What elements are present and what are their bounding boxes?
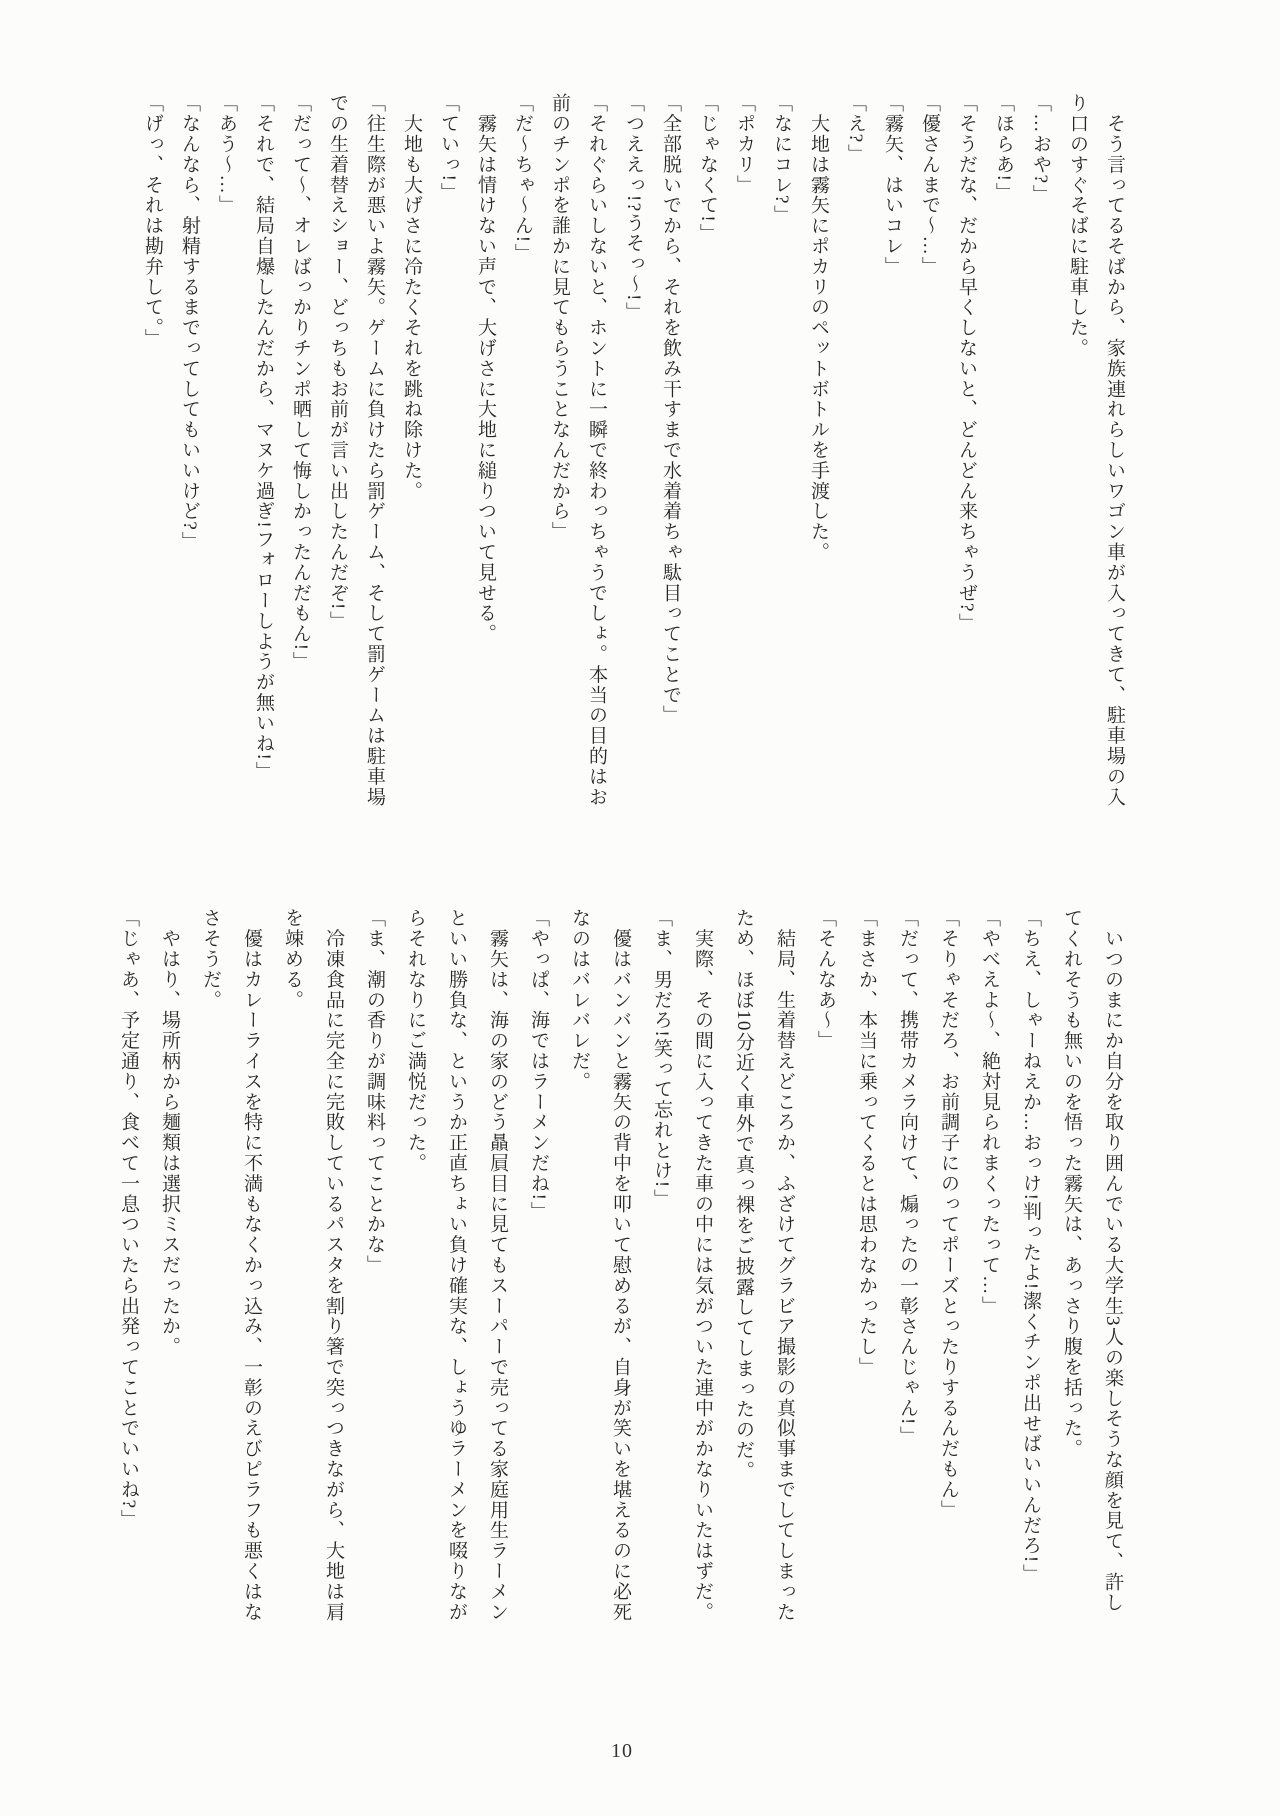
- text-line: 大地も大げさに冷たくそれを跳ね除けた。: [401, 93, 422, 501]
- text-block-top: [134, 93, 1133, 813]
- text-line: 霧矢は情けない声で、大げさに大地に縋りついて見せる。: [475, 93, 496, 644]
- text-line: を竦める。: [282, 908, 303, 1010]
- text-line: 「ていっ!」: [438, 93, 459, 203]
- text-line: 「じゃあ、予定通り、食べて一息ついたら出発ってことでいいね?」: [118, 908, 139, 1530]
- text-line: 「ま、潮の香りが調味料ってことかな」: [364, 908, 385, 1276]
- text-line: いつのまにか自分を取り囲んでいる大学生3人の楽しそうな顔を見て、許し: [1102, 908, 1123, 1613]
- text-line: 「ま、男だろ!笑って忘れとけ!」: [651, 908, 672, 1210]
- text-line: 「優さんまで〜…」: [919, 93, 940, 277]
- text-line: 「なにコレ?」: [771, 93, 792, 226]
- text-line: 「だって〜、オレばっかりチンポ晒して悔しかったんだもん!」: [290, 93, 311, 672]
- text-line: 「そうだな、だから早くしないと、どんどん来ちゃうぜ?」: [956, 93, 977, 634]
- text-line: なのはバレバレだ。: [569, 908, 590, 1092]
- text-line: 「じゃなくて!」: [697, 93, 718, 244]
- text-line: り口のすぐそばに駐車した。: [1067, 93, 1088, 359]
- text-line: 「ちえ、しゃーねえか…おっけ!判ったよ!潔くチンポ出せばいいんだろ!」: [1020, 908, 1041, 1584]
- text-block-bottom: [108, 908, 1133, 1630]
- text-line: そう言ってるそばから、家族連れらしいワゴン車が入ってきて、駐車場の入: [1104, 93, 1125, 807]
- text-line: 優はカレーライスを特に不満もなくかっ込み、一彰のえびピラフも悪くはな: [241, 908, 262, 1622]
- text-line: やはり、場所柄から麺類は選択ミスだったか。: [159, 908, 180, 1357]
- text-line: 霧矢は、海の家のどう贔屓目に見てもスーパーで売ってる家庭用生ラーメン: [487, 908, 508, 1622]
- text-line: 「ほらあ!」: [993, 93, 1014, 203]
- text-line: での生着替えショー、どっちもお前が言い出したんだぞ!」: [327, 93, 348, 632]
- text-line: 「なんなら、射精するまでってしてもいいけど?」: [179, 93, 200, 552]
- text-line: 結局、生着替えどころか、ふざけてグラビア撮影の真似事までしてしまった: [774, 908, 795, 1622]
- text-line: 「だって、携帯カメラ向けて、煽ったの一彰さんじゃん!」: [897, 908, 918, 1447]
- text-line: 「やっぱ、海ではラーメンだね!」: [528, 908, 549, 1222]
- text-line: 「やべえよ〜、絶対見られまくったって…」: [979, 908, 1000, 1316]
- text-line: らそれなりにご満悦だった。: [405, 908, 426, 1174]
- text-line: 大地は霧矢にポカリのペットボトルを手渡した。: [808, 93, 829, 563]
- text-line: 「え?」: [845, 93, 866, 165]
- page-number: 10: [611, 1740, 633, 1762]
- text-line: 「あう〜…」: [216, 93, 237, 216]
- text-line: 「そりゃそだろ、お前調子にのってポーズとったりするんだもん」: [938, 908, 959, 1520]
- text-line: 「まさか、本当に乗ってくるとは思わなかったし」: [856, 908, 877, 1378]
- text-line: 「ポカリ」: [734, 93, 755, 195]
- text-line: ため、ほぼ10分近く車外で真っ裸をご披露してしまったのだ。: [733, 908, 754, 1481]
- text-line: 「つええっ!?うそっ〜!」: [623, 93, 644, 323]
- text-line: 「全部脱いでから、それを飲み干すまで水着着ちゃ駄目ってことで」: [660, 93, 681, 726]
- text-line: 「それぐらいしないと、ホントに一瞬で終わっちゃうでしょ。本当の目的はお: [586, 93, 607, 807]
- text-line: 「それで、結局自爆したんだから、マヌケ過ぎ!フォローしようが無いね!」: [253, 93, 274, 782]
- text-line: 「そんなあ〜」: [815, 908, 836, 1051]
- text-line: 「霧矢、はいコレ」: [882, 93, 903, 277]
- text-line: 「げっ、それは勘弁して。」: [142, 93, 163, 349]
- text-line: 「…おや?」: [1030, 93, 1051, 205]
- text-line: 前のチンポを誰かに見てもらうことなんだから」: [549, 93, 570, 542]
- text-line: といい勝負な、というか正直ちょい負け確実な、しょうゆラーメンを啜りなが: [446, 908, 467, 1622]
- text-line: さそうだ。: [200, 908, 221, 1010]
- text-line: 「往生際が悪いよ霧矢。ゲームに負けたら罰ゲーム、そして罰ゲームは駐車場: [364, 93, 385, 807]
- text-line: 冷凍食品に完全に完敗しているパスタを割り箸で突っつきながら、大地は肩: [323, 908, 344, 1622]
- text-line: 「だ〜ちゃ〜ん!」: [512, 93, 533, 264]
- text-line: 優はバンバンと霧矢の背中を叩いて慰めるが、自身が笑いを堪えるのに必死: [610, 908, 631, 1622]
- text-line: 実際、その間に入ってきた車の中には気がついた連中がかなりいたはずだ。: [692, 908, 713, 1622]
- text-line: てくれそうも無いのを悟った霧矢は、あっさり腹を括った。: [1061, 908, 1082, 1459]
